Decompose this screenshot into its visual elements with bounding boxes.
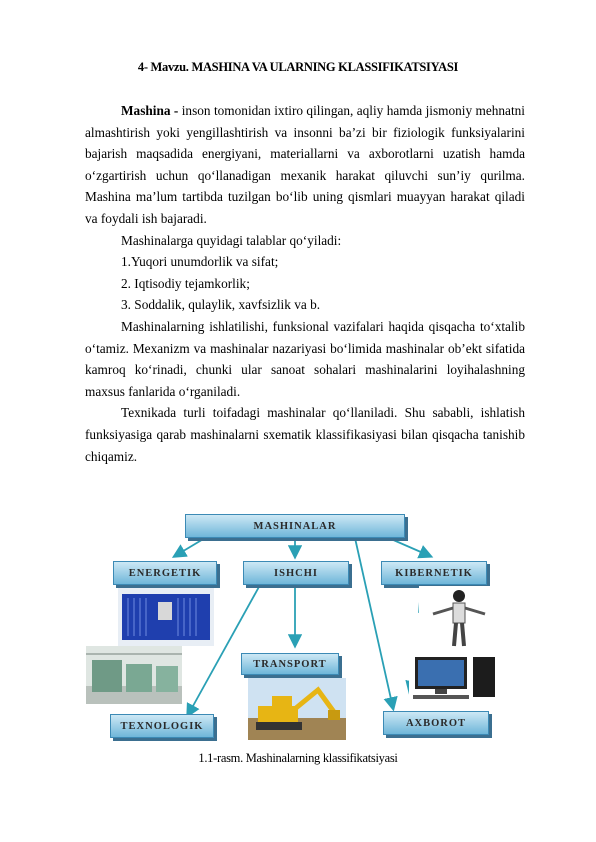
factory-image (86, 646, 182, 704)
generator-image (118, 588, 214, 646)
term-mashina: Mashina - (121, 103, 179, 118)
body-text (85, 100, 525, 467)
paragraph-requirements: Mashinalarga quyidagi talablar qo‘yiladi: (121, 232, 342, 248)
robot-image (419, 586, 499, 652)
page-title: 4- Mavzu. MASHINA VA ULARNING KLASSIFIKATSIYASI (137, 60, 459, 74)
list-item: 2. Iqtisodiy tejamkorlik; (121, 275, 250, 291)
node-texnologik: TEXNOLOGIK (110, 714, 214, 738)
list-item: 3. Soddalik, qulaylik, xavfsizlik va b. (121, 297, 321, 313)
node-kibernetik: KIBERNETIK (381, 561, 487, 585)
figure-caption: 1.1-rasm. Mashinalarning klassifikatsiyasi (198, 751, 398, 765)
node-energetik: ENERGETIK (113, 561, 217, 585)
excavator-image (248, 678, 346, 740)
list-item: 1.Yuqori unumdorlik va sifat; (121, 254, 279, 270)
node-transport: TRANSPORT (241, 653, 339, 675)
node-axborot: AXBOROT (383, 711, 489, 735)
paragraph-functions: Mashinalarning ishlatilishi, funksional vazifalari haqida qisqacha to‘xtalib o‘tamiz. Mexanizm va mashinalar nazariyasi bo‘limida mashinalar ob’ekt sifatida kamroq ko‘rinadi, chunki ular sanoat sohalari mashinalarini loyihalashning maxsus fanlarida o‘rganiladi. (85, 318, 525, 399)
definition-text: inson tomonidan ixtiro qilingan, aqliy hamda jismoniy mehnatni almashtirish yoki yengillashtirish va insonni ba’zi bir fiziologik funksiyalarini bajarish maqsadida energiyani, materiallarni va axborotlarni uzatish hamda o‘zgartirish uchun qo‘llanadigan mexanik harakat qiluvchi sun’iy qurilma. Mashina ma’lum tartibda tuzilgan bo‘lib uning qismlari muayyan harakat qiladi va foydali ish bajaradi. (85, 103, 525, 226)
node-ishchi: ISHCHI (243, 561, 349, 585)
computer-image (409, 653, 501, 701)
paragraph-classification: Texnikada turli toifadagi mashinalar qo‘llaniladi. Shu sababli, ishlatish funksiyasiga qarab mashinalarni sxematik klassifikasiyasi bilan qisqacha tanishib chiqamiz. (85, 405, 525, 464)
classification-diagram (85, 510, 525, 748)
node-mashinalar: MASHINALAR (185, 514, 405, 538)
paragraph-definition (85, 100, 525, 230)
